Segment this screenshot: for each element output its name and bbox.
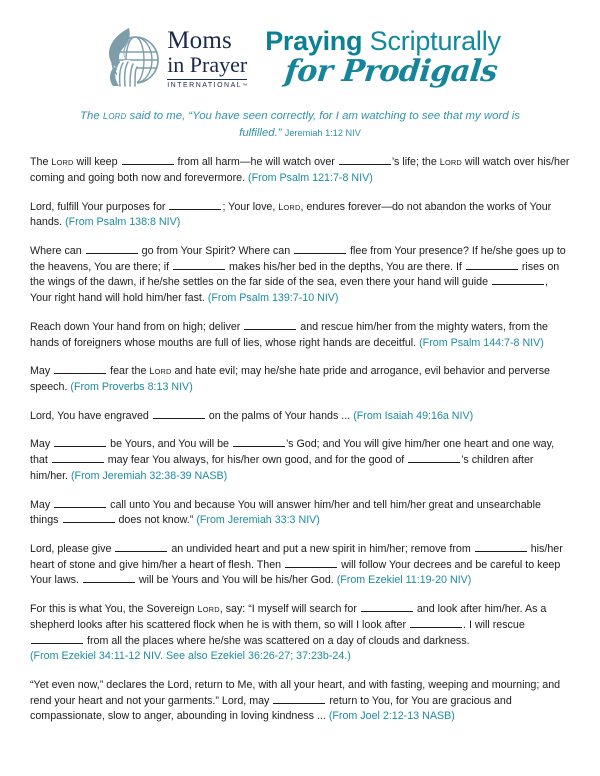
scripture-citation: (From Psalm 144:7-8 NIV) [419,336,544,349]
epigraph-lord-smallcaps: LORD [102,111,127,122]
fill-in-blank[interactable] [115,542,167,552]
fill-in-blank[interactable] [294,244,346,254]
fill-in-blank[interactable] [492,276,544,286]
fill-in-blank[interactable] [244,320,296,330]
logo-wordmark [167,25,247,89]
logo-line-moms: Moms [167,27,232,55]
lord-smallcaps: LORD [197,604,220,615]
verse-psalm-121: The LORD will keep from all harm—he will watch over ’s life; the LORD will watch over his/her coming and going both now and forevermore. (From Psalm 121:7-8 NIV) [30,156,570,184]
fill-in-blank[interactable] [153,409,205,419]
lord-smallcaps: LORD [278,201,301,212]
moms-in-prayer-flame-globe-icon [99,24,161,90]
fill-in-blank[interactable] [169,200,221,210]
fill-in-blank[interactable] [52,453,104,463]
lord-smallcaps: LORD [149,366,172,377]
fill-in-blank[interactable] [410,618,462,628]
verse-jeremiah-33: May call unto You and because You will answer him/her and tell him/her great and unsearchable things does not know.” (From Jeremiah 33:3 NIV) [30,498,541,527]
scripture-citation: (From Proverbs 8:13 NIV) [70,380,193,393]
fill-in-blank[interactable] [54,438,106,448]
fill-in-blank[interactable] [339,155,391,165]
verse-joel-2: “Yet even now,” declares the Lord, return to Me, with all your heart, and with fasting, weeping and mourning; and rend your heart and not your garments.” Lord, may return to You, for You are gracious and compassionate, slow to anger, abounding in loving kindness ... (From Joel 2:12-13 NASB) [30,679,561,723]
verse-ezekiel-11: Lord, please give an undivided heart and put a new spirit in him/her; remove from his/her heart of stone and give him/her a heart of flesh. Then will follow Your decrees and be careful to keep Your laws. will be Yours and You will be his/her God. (From Ezekiel 11:19-20 NIV) [30,543,563,587]
fill-in-blank[interactable] [83,574,135,584]
fill-in-blank[interactable] [285,558,337,568]
fill-in-blank[interactable] [233,438,285,448]
fill-in-blank[interactable] [408,453,460,463]
fill-in-blank[interactable] [31,634,83,644]
epigraph-text-before: The [80,110,103,122]
fill-in-blank[interactable] [63,514,115,524]
title-word-scripturally: Scripturally [369,26,501,57]
scripture-citation: (From Jeremiah 32:38-39 NASB) [71,469,228,482]
verse-list [0,141,600,725]
title-main-line [265,27,501,55]
fill-in-blank[interactable] [475,542,527,552]
fill-in-blank[interactable] [54,364,106,374]
logo-line-in-prayer: in Prayer [167,51,248,77]
verse-proverbs-8: May fear the LORD and hate evil; may he/she hate pride and arrogance, evil behavior and perverse speech. (From Proverbs 8:13 NIV) [30,365,550,393]
epigraph-reference: Jeremiah 1:12 NIV [284,127,361,138]
fill-in-blank[interactable] [273,694,325,704]
lord-smallcaps: LORD [51,157,74,168]
title-script-line: for Prodigals [283,53,500,89]
epigraph-text-after: said to me, “You have seen correctly, for I am watching to see that my word is fulfilled.” [126,110,520,139]
scripture-citation: (From Ezekiel 34:11-12 NIV. See also Ezekiel 36:26-27; 37:23b-24.) [30,650,351,663]
logo-international: INTERNATIONAL™ [167,79,247,89]
scripture-citation: (From Ezekiel 11:19-20 NIV) [336,574,472,587]
title-word-praying: Praying [265,26,363,57]
epigraph-verse [0,96,600,141]
fill-in-blank[interactable] [361,602,413,612]
verse-isaiah-49: Lord, You have engraved on the palms of Your hands ... (From Isaiah 49:16a NIV) [30,409,474,422]
verse-jeremiah-32: May be Yours, and You will be ’s God; and You will give him/her one heart and one way, that may fear You always, for his/her own good, and for the good of ’s children after him/her. (From Jeremiah 32:38-39 NASB) [30,438,555,482]
verse-psalm-139: Where can go from Your Spirit? Where can flee from Your presence? If he/she goes up to the heavens, You are there; if makes his/her bed in the depths, You are there. If rises on the wings of the dawn, if he/she settles on the far side of the sea, even there your hand will guide , Your right hand will hold him/her fast. (From Psalm 139:7-10 NIV) [30,244,566,305]
scripture-citation: (From Isaiah 49:16a NIV) [353,409,474,422]
verse-ezekiel-34: For this is what You, the Sovereign LORD, say: “I myself will search for and look after him/her. As a shepherd looks after his scattered flock when he is with them, so will I look after . I will rescue from all the places where he/she was scattered on a day of clouds and darkness. (From Ezekiel 34:11-12 NIV. See also Ezekiel 36:26-27; 37:23b-24.) [30,603,547,663]
fill-in-blank[interactable] [122,155,174,165]
verse-psalm-144: Reach down Your hand from on high; deliver and rescue him/her from the mighty waters, from the hands of foreigners whose mouths are full of lies, whose right hands are deceitful. (From Psalm 144:7-8 NIV) [30,320,548,349]
scripture-citation: (From Psalm 121:7-8 NIV) [248,171,373,184]
verse-psalm-138: Lord, fulfill Your purposes for ; Your love, LORD, endures forever—do not abandon the works of Your hands. (From Psalm 138:8 NIV) [30,200,552,229]
fill-in-blank[interactable] [173,260,225,270]
scripture-citation: (From Psalm 139:7-10 NIV) [207,292,339,305]
fill-in-blank[interactable] [466,260,518,270]
organization-logo [99,24,247,90]
fill-in-blank[interactable] [54,498,106,508]
scripture-citation: (From Psalm 138:8 NIV) [65,216,181,229]
page-header [0,0,600,96]
scripture-citation: (From Jeremiah 33:3 NIV) [196,514,320,527]
page-title [265,26,501,89]
scripture-citation: (From Joel 2:12-13 NASB) [328,710,455,723]
fill-in-blank[interactable] [86,244,138,254]
lord-smallcaps: LORD [439,157,462,168]
